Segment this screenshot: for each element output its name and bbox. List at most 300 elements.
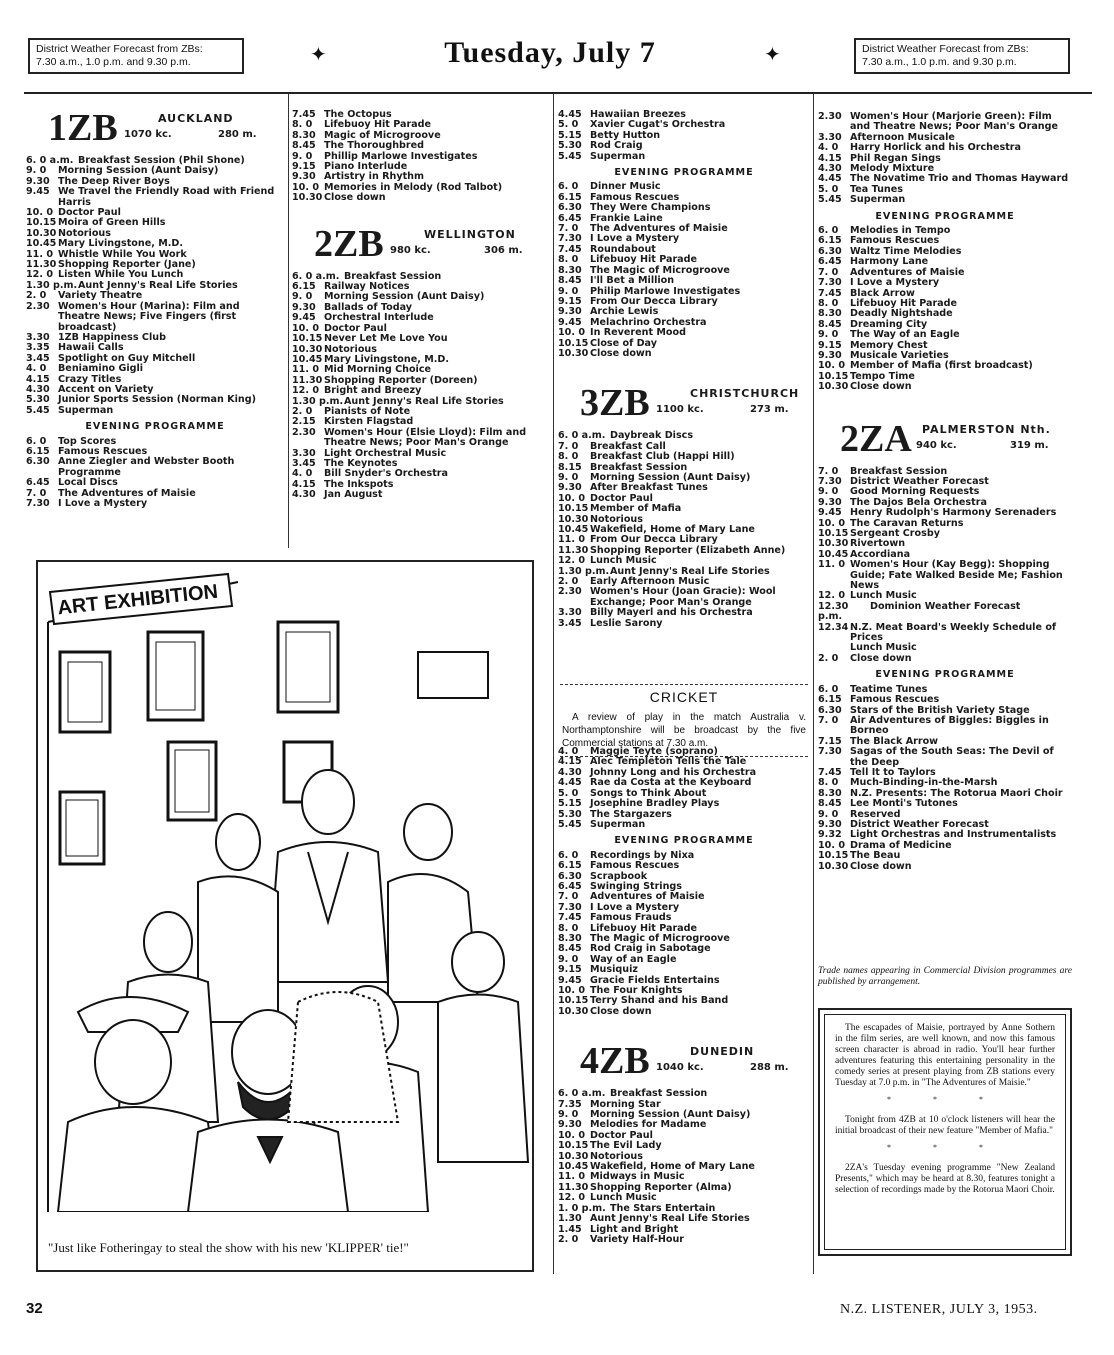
schedule-item xyxy=(818,560,1072,591)
schedule-time: 7.35 xyxy=(558,1098,582,1110)
schedule-programme: N.Z. Presents: The Rotorua Maori Choir xyxy=(850,787,1063,799)
schedule-time: 7.15 xyxy=(818,735,842,747)
schedule-time: 9. 0 xyxy=(818,329,839,341)
schedule-time: 9.30 xyxy=(26,175,50,187)
schedule-programme: We Travel the Friendly Road with Friend Harris xyxy=(58,186,275,208)
schedule-programme: Lifebuoy Hit Parade xyxy=(590,922,698,934)
schedule-programme: The Magic of Microgroove xyxy=(590,932,730,944)
schedule-programme: Railway Notices xyxy=(324,281,410,293)
column-1zb xyxy=(26,106,284,509)
schedule-programme: Way of an Eagle xyxy=(590,953,677,965)
schedule-time: 6.30 xyxy=(818,704,842,716)
schedule-time: 10.45 xyxy=(558,524,589,535)
schedule-item xyxy=(558,152,810,162)
schedule-list xyxy=(818,467,1072,665)
schedule-programme: Member of Mafia (first broadcast) xyxy=(850,360,1033,372)
schedule-programme: Doctor Paul xyxy=(58,207,121,219)
schedule-time: 11.30 xyxy=(292,374,323,386)
schedule-time: 4.30 xyxy=(292,489,316,501)
schedule-item xyxy=(292,428,548,449)
station-header-4zb xyxy=(558,1039,810,1085)
schedule-programme: Close down xyxy=(324,192,386,204)
schedule-programme: The Magic of Microgroove xyxy=(590,264,730,276)
schedule-time: 6.15 xyxy=(818,235,842,247)
schedule-programme: The Deep River Boys xyxy=(58,175,170,187)
schedule-time: 3.45 xyxy=(292,457,316,469)
note-separator: * * * xyxy=(887,1095,1003,1104)
schedule-time: 2. 0 xyxy=(292,405,313,417)
schedule-programme: Sagas of the South Seas: The Devil of the Deep xyxy=(850,746,1054,768)
schedule-programme: Close down xyxy=(850,652,912,664)
schedule-programme: Doctor Paul xyxy=(324,322,387,334)
station-header-2za xyxy=(818,417,1072,463)
station-city: AUCKLAND xyxy=(158,112,234,125)
schedule-time: 10.15 xyxy=(558,337,589,349)
station-frequency: 1040 kc. xyxy=(656,1062,704,1074)
schedule-time: 4.15 xyxy=(558,756,582,768)
cartoon-drawing xyxy=(38,562,532,1212)
schedule-time: 12. 0 xyxy=(26,269,54,281)
schedule-list xyxy=(558,1089,810,1245)
schedule-programme: Lunch Music xyxy=(850,590,917,602)
schedule-programme: Leslie Sarony xyxy=(590,617,663,629)
station-header-3zb xyxy=(558,381,810,427)
schedule-time: 7. 0 xyxy=(818,266,839,278)
schedule-time: 9. 0 xyxy=(558,471,579,483)
schedule-programme: Shopping Reporter (Jane) xyxy=(58,259,196,271)
schedule-programme: Wakefield, Home of Mary Lane xyxy=(590,524,755,535)
schedule-time: 10. 0 xyxy=(818,360,846,372)
schedule-programme: Breakfast Session (Phil Shone) xyxy=(78,155,245,166)
column-divider xyxy=(813,94,814,1274)
schedule-item xyxy=(26,187,284,208)
schedule-programme: Adventures of Maisie xyxy=(850,266,965,278)
schedule-time: 6.45 xyxy=(818,256,842,268)
schedule-time: 5.45 xyxy=(558,818,582,830)
schedule-programme: Swinging Strings xyxy=(590,880,683,892)
schedule-time: 10.30 xyxy=(26,227,57,239)
schedule-time: 8.30 xyxy=(558,264,582,276)
schedule-time: 4.45 xyxy=(558,777,582,789)
schedule-programme: Wakefield, Home of Mary Lane xyxy=(590,1161,755,1173)
schedule-time: 1.45 xyxy=(558,1223,582,1235)
schedule-time: 6.15 xyxy=(818,694,842,706)
schedule-time: 10. 0 xyxy=(818,839,846,851)
schedule-item xyxy=(818,330,1072,340)
schedule-programme: Bill Snyder's Orchestra xyxy=(324,468,449,480)
schedule-programme: The Caravan Returns xyxy=(850,517,964,529)
schedule-programme: Hawaiian Breezes xyxy=(590,109,686,120)
schedule-time: 9. 0 xyxy=(558,285,579,297)
schedule-time: 9. 0 xyxy=(292,150,313,162)
schedule-time: 10.30 xyxy=(558,347,589,359)
schedule-item xyxy=(558,1214,810,1224)
schedule-time: 7.30 xyxy=(818,746,842,758)
station-frequency: 1070 kc. xyxy=(124,129,172,140)
schedule-programme: Mary Livingstone, M.D. xyxy=(324,353,449,365)
schedule-time: 9.45 xyxy=(558,316,582,328)
weather-line-2: 7.30 a.m., 1.0 p.m. and 9.30 p.m. xyxy=(36,56,191,68)
schedule-programme: Women's Hour (Joan Gracie): Wool Exchange; Poor Man's Orange xyxy=(590,586,776,608)
schedule-time: 5. 0 xyxy=(818,183,839,195)
schedule-programme: Notorious xyxy=(324,343,377,355)
schedule-time: 1. 0 p.m. xyxy=(558,1202,606,1214)
station-call-sign: 2ZB xyxy=(314,222,384,265)
schedule-programme: Gracie Fields Entertains xyxy=(590,974,720,986)
schedule-time: 8.15 xyxy=(558,461,582,473)
schedule-time: 3.45 xyxy=(558,617,582,629)
schedule-programme: Member of Mafia xyxy=(590,503,682,515)
schedule-programme: Morning Session (Aunt Daisy) xyxy=(324,291,485,303)
schedule-time: 3.35 xyxy=(26,342,50,354)
schedule-programme: Josephine Bradley Plays xyxy=(590,798,720,810)
schedule-programme: Hawaii Calls xyxy=(58,342,124,354)
schedule-time: 4.30 xyxy=(26,383,50,395)
schedule-programme: The Adventures of Maisie xyxy=(590,223,728,235)
schedule-item xyxy=(558,587,810,608)
schedule-programme: Artistry in Rhythm xyxy=(324,171,424,183)
schedule-time: 6. 0 xyxy=(818,683,839,695)
schedule-list xyxy=(26,437,284,510)
schedule-time: 6. 0 a.m. xyxy=(292,270,340,282)
schedule-time: 6.45 xyxy=(26,477,50,489)
programme-notes-box xyxy=(818,1008,1072,1256)
schedule-programme: Whistle While You Work xyxy=(58,248,187,260)
schedule-programme: Maggie Teyte (soprano) xyxy=(590,746,718,758)
schedule-programme: Mary Livingstone, M.D. xyxy=(58,238,183,250)
schedule-item xyxy=(818,382,1072,392)
schedule-programme: Famous Rescues xyxy=(58,445,148,457)
schedule-programme: Close down xyxy=(590,1005,652,1017)
schedule-programme: Daybreak Discs xyxy=(610,430,694,442)
schedule-programme: The Thoroughbred xyxy=(324,140,425,152)
schedule-programme: Women's Hour (Elsie Lloyd): Film and Theatre News; Poor Man's Orange xyxy=(324,426,527,449)
schedule-programme: Henry Rudolph's Harmony Serenaders xyxy=(850,507,1057,519)
schedule-item xyxy=(558,349,810,359)
schedule-programme: Notorious xyxy=(58,227,111,239)
schedule-programme: Afternoon Musicale xyxy=(850,131,955,143)
evening-programme-heading: EVENING PROGRAMME xyxy=(875,669,1015,681)
schedule-time: 4. 0 xyxy=(818,142,839,154)
schedule-time: 7. 0 xyxy=(26,487,47,499)
schedule-time: 11.30 xyxy=(558,544,589,556)
schedule-time: 7.45 xyxy=(818,766,842,778)
schedule-time: 2. 0 xyxy=(558,1233,579,1245)
schedule-time: 7.45 xyxy=(558,912,582,924)
schedule-programme: Lifebuoy Hit Parade xyxy=(590,254,698,266)
schedule-programme: Superman xyxy=(590,818,646,830)
schedule-programme: Betty Hutton xyxy=(590,129,661,141)
schedule-time: 2. 0 xyxy=(26,290,47,302)
schedule-item xyxy=(818,278,1072,288)
schedule-time: 10.15 xyxy=(818,850,849,862)
schedule-programme: Breakfast Club (Happi Hill) xyxy=(590,451,735,463)
schedule-programme: Light Orchestral Music xyxy=(324,447,447,459)
schedule-programme: Ballads of Today xyxy=(324,301,413,313)
schedule-item xyxy=(558,799,810,809)
schedule-time: 10. 0 xyxy=(292,181,320,193)
cricket-title: CRICKET xyxy=(649,689,719,705)
schedule-programme: Rod Craig in Sabotage xyxy=(590,943,711,955)
schedule-time: 5.45 xyxy=(26,404,50,416)
schedule-time: 11.30 xyxy=(26,259,57,271)
schedule-list xyxy=(818,112,1072,206)
schedule-programme: District Weather Forecast xyxy=(850,475,989,487)
schedule-programme: Melodies for Madame xyxy=(590,1119,707,1131)
schedule-programme: Breakfast Session xyxy=(590,461,688,473)
schedule-time: 4.45 xyxy=(818,173,842,185)
schedule-programme: The Inkspots xyxy=(324,478,394,490)
schedule-item xyxy=(292,334,548,344)
station-wavelength: 288 m. xyxy=(750,1062,789,1074)
station-frequency: 940 kc. xyxy=(916,439,957,451)
schedule-programme: Melodies in Tempo xyxy=(850,225,951,237)
schedule-time: 10. 0 xyxy=(818,517,846,529)
schedule-list xyxy=(26,156,284,416)
schedule-time: 7. 0 xyxy=(558,223,579,235)
schedule-programme: Scrapbook xyxy=(590,870,648,882)
schedule-programme: Lee Monti's Tutones xyxy=(850,798,958,810)
schedule-programme: Terry Shand and his Band xyxy=(590,995,729,1007)
schedule-time: 8. 0 xyxy=(558,451,579,463)
schedule-programme: In Reverent Mood xyxy=(590,327,686,339)
schedule-programme: Breakfast Session xyxy=(850,465,948,477)
schedule-programme: Morning Session (Aunt Daisy) xyxy=(58,165,219,177)
schedule-programme: N.Z. Meat Board's Weekly Schedule of Prices xyxy=(850,621,1057,644)
schedule-programme: Superman xyxy=(590,150,646,162)
schedule-programme: Listen While You Lunch xyxy=(58,269,184,281)
schedule-time: 4. 0 xyxy=(292,468,313,480)
schedule-programme: Harmony Lane xyxy=(850,256,929,268)
schedule-time: 9. 0 xyxy=(292,291,313,303)
schedule-programme: Women's Hour (Marina): Film and Theatre News; Five Fingers (first broadcast) xyxy=(58,300,240,333)
schedule-programme: I'll Bet a Million xyxy=(590,275,675,287)
station-header-1zb xyxy=(26,106,284,152)
schedule-time: 8. 0 xyxy=(558,254,579,266)
schedule-time: 4.30 xyxy=(818,163,842,175)
diamond-ornament-right: ✦ xyxy=(764,42,781,66)
schedule-time: 1.30 p.m. xyxy=(26,279,78,291)
schedule-programme: Breakfast Session xyxy=(610,1088,708,1100)
page-title: Tuesday, July 7 xyxy=(444,36,656,69)
schedule-time: 7. 0 xyxy=(818,465,839,477)
schedule-time: 4.15 xyxy=(26,373,50,385)
station-call-sign: 3ZB xyxy=(580,382,650,425)
schedule-time: 6. 0 xyxy=(818,225,839,237)
cricket-text: A review of play in the match Australia v. Northamptonshire will be broadcast by the five Commercial stations at 7.30 a.m. xyxy=(562,712,806,749)
schedule-time: 3.45 xyxy=(26,352,50,364)
schedule-time: 6.15 xyxy=(558,191,582,203)
schedule-programme: Close down xyxy=(850,381,912,393)
schedule-programme: Shopping Reporter (Alma) xyxy=(590,1181,732,1193)
schedule-programme: Famous Frauds xyxy=(590,912,672,924)
schedule-time: 8.45 xyxy=(558,275,582,287)
schedule-item xyxy=(818,654,1072,664)
schedule-time: 2.30 xyxy=(818,111,842,122)
schedule-time: 7.30 xyxy=(818,277,842,289)
schedule-programme: Junior Sports Session (Norman King) xyxy=(58,394,256,406)
schedule-time: 12. 0 xyxy=(558,555,586,567)
schedule-time: 6. 0 xyxy=(558,849,579,861)
schedule-programme: Accordiana xyxy=(850,548,911,560)
schedule-programme: Famous Rescues xyxy=(850,694,940,706)
schedule-list xyxy=(292,110,548,204)
schedule-time: 6. 0 a.m. xyxy=(558,1088,606,1100)
schedule-programme: Shopping Reporter (Elizabeth Anne) xyxy=(590,544,786,556)
schedule-programme: Tell It to Taylors xyxy=(850,766,936,778)
schedule-time: 12. 0 xyxy=(818,590,846,602)
cartoon-illustration xyxy=(36,560,534,1272)
schedule-time: 7.45 xyxy=(818,287,842,299)
schedule-programme: Philip Marlowe Investigates xyxy=(590,285,741,297)
schedule-programme: Black Arrow xyxy=(850,287,915,299)
schedule-item xyxy=(818,716,1072,737)
schedule-programme: Rivertown xyxy=(850,538,906,550)
schedule-programme: Doctor Paul xyxy=(590,1129,653,1141)
schedule-programme: Phil Regan Sings xyxy=(850,152,941,164)
schedule-time: 7. 0 xyxy=(558,440,579,452)
schedule-programme: Accent on Variety xyxy=(58,383,154,395)
schedule-programme: Pianists of Note xyxy=(324,405,411,417)
schedule-programme: Jan August xyxy=(324,489,383,501)
schedule-programme: Superman xyxy=(58,404,114,416)
schedule-time: 4. 0 xyxy=(558,746,579,758)
schedule-programme: I Love a Mystery xyxy=(590,901,680,913)
schedule-time: 6.45 xyxy=(558,212,582,224)
schedule-time: 10.15 xyxy=(818,528,849,539)
schedule-programme: The Novatime Trio and Thomas Hayward xyxy=(850,173,1069,185)
schedule-programme: Xavier Cugat's Orchestra xyxy=(590,119,726,131)
schedule-list xyxy=(292,272,548,501)
schedule-programme: Aunt Jenny's Real Life Stories xyxy=(590,1213,750,1225)
schedule-time: 2.30 xyxy=(558,586,582,598)
weather-line-2: 7.30 a.m., 1.0 p.m. and 9.30 p.m. xyxy=(862,56,1017,68)
schedule-time: 6. 0 xyxy=(558,181,579,193)
schedule-time: 9.45 xyxy=(818,507,842,519)
schedule-programme: Adventures of Maisie xyxy=(590,891,705,903)
schedule-time: 9.30 xyxy=(292,301,316,313)
schedule-time: 5.45 xyxy=(558,150,582,162)
schedule-programme: Beniamino Gigli xyxy=(58,363,144,375)
schedule-programme: Doctor Paul xyxy=(590,492,653,504)
schedule-item xyxy=(558,619,810,629)
schedule-time: 8.30 xyxy=(818,787,842,799)
schedule-item xyxy=(26,406,284,416)
schedule-time: 9.30 xyxy=(818,818,842,830)
art-exhibition-sign: ART EXHIBITION xyxy=(56,580,220,620)
schedule-programme: Famous Rescues xyxy=(590,860,680,872)
schedule-time: 2.30 xyxy=(292,426,316,438)
schedule-time: 8.30 xyxy=(818,308,842,320)
schedule-programme: Melachrino Orchestra xyxy=(590,316,707,328)
schedule-time: 7. 0 xyxy=(818,714,839,726)
schedule-time: 10. 0 xyxy=(292,322,320,334)
station-wavelength: 306 m. xyxy=(484,244,523,256)
schedule-programme: Rod Craig xyxy=(590,140,643,152)
schedule-programme: Alec Templeton Tells the Tale xyxy=(590,756,747,768)
schedule-programme: They Were Champions xyxy=(590,202,711,214)
schedule-time: 4.45 xyxy=(558,109,582,120)
schedule-time: 10.45 xyxy=(558,1161,589,1173)
station-wavelength: 319 m. xyxy=(1010,439,1049,451)
schedule-programme: Roundabout xyxy=(590,243,656,255)
schedule-time: 5.30 xyxy=(26,394,50,406)
schedule-programme: Variety Theatre xyxy=(58,290,143,302)
schedule-programme: 1ZB Happiness Club xyxy=(58,331,166,343)
schedule-programme: Orchestral Interlude xyxy=(324,312,434,324)
schedule-time: 8. 0 xyxy=(292,119,313,131)
schedule-time: 8. 0 xyxy=(818,777,839,789)
schedule-time: 9.45 xyxy=(558,974,582,986)
station-call-sign: 1ZB xyxy=(48,107,118,149)
schedule-list xyxy=(818,685,1072,872)
schedule-programme: Rae da Costa at the Keyboard xyxy=(590,777,752,789)
station-city: WELLINGTON xyxy=(424,227,516,241)
station-wavelength: 273 m. xyxy=(750,404,789,416)
schedule-programme: Much-Binding-in-the-Marsh xyxy=(850,777,998,789)
schedule-time: 7.30 xyxy=(26,498,50,509)
schedule-time: 2. 0 xyxy=(558,576,579,588)
schedule-programme: Piano Interlude xyxy=(324,161,408,173)
schedule-programme: Aunt Jenny's Real Life Stories xyxy=(78,279,238,291)
schedule-time: 9.30 xyxy=(292,171,316,183)
schedule-item xyxy=(818,112,1072,133)
schedule-item xyxy=(26,499,284,509)
schedule-programme: Morning Session (Aunt Daisy) xyxy=(590,1109,751,1121)
header-rule xyxy=(24,92,1092,94)
schedule-time: 11.30 xyxy=(558,1181,589,1193)
schedule-time: 9.15 xyxy=(818,339,842,351)
schedule-time: 11. 0 xyxy=(558,1171,586,1183)
schedule-time: 11. 0 xyxy=(818,559,846,571)
schedule-time: 12.34 xyxy=(818,621,849,633)
schedule-time: 7.30 xyxy=(558,901,582,913)
schedule-item xyxy=(558,276,810,286)
schedule-item xyxy=(26,364,284,374)
schedule-programme: Magic of Microgroove xyxy=(324,129,441,141)
diamond-ornament-left: ✦ xyxy=(310,42,327,66)
schedule-time: 8.45 xyxy=(818,798,842,810)
schedule-programme: Recordings by Nixa xyxy=(590,849,695,861)
schedule-programme: Moira of Green Hills xyxy=(58,217,166,229)
schedule-time: 9.45 xyxy=(26,186,50,198)
schedule-item xyxy=(558,452,810,462)
schedule-item xyxy=(818,623,1072,644)
schedule-programme: The Stars Entertain xyxy=(610,1202,716,1214)
schedule-programme: Frankie Laine xyxy=(590,212,663,224)
schedule-time: 9.30 xyxy=(818,349,842,361)
cartoon-caption: "Just like Fotheringay to steal the show with his new 'KLIPPER' tie!" xyxy=(48,1240,409,1255)
schedule-item xyxy=(558,1235,810,1245)
schedule-programme: The Octopus xyxy=(324,109,392,120)
note-paragraph: The escapades of Maisie, portrayed by Anne Sothern in the film series, are well known, and now this famous screen character is abroad in radio. You'll hear further adventures featuring this entertaining personality in the comedy series at present playing from ZB stations every Tuesday at 7.0 p.m. in "The Adventures of Maisie." xyxy=(835,1023,1055,1088)
schedule-programme: Variety Half-Hour xyxy=(590,1233,685,1245)
schedule-programme: Aunt Jenny's Real Life Stories xyxy=(610,565,770,577)
schedule-time: 10. 0 xyxy=(558,985,586,996)
weather-line-1: District Weather Forecast from ZBs: xyxy=(36,43,203,55)
schedule-programme: Close down xyxy=(850,860,912,872)
schedule-item xyxy=(558,861,810,871)
schedule-time: 7.30 xyxy=(818,475,842,487)
schedule-time: 5.45 xyxy=(818,194,842,206)
schedule-time: 8. 0 xyxy=(558,922,579,934)
schedule-time: 8.45 xyxy=(818,318,842,330)
schedule-time: 12. 0 xyxy=(292,385,320,397)
schedule-time: 6. 0 a.m. xyxy=(558,430,606,442)
schedule-programme: Drama of Medicine xyxy=(850,839,952,851)
schedule-programme: Air Adventures of Biggles: Biggles in Borneo xyxy=(850,714,1049,737)
schedule-time: 5. 0 xyxy=(558,787,579,799)
